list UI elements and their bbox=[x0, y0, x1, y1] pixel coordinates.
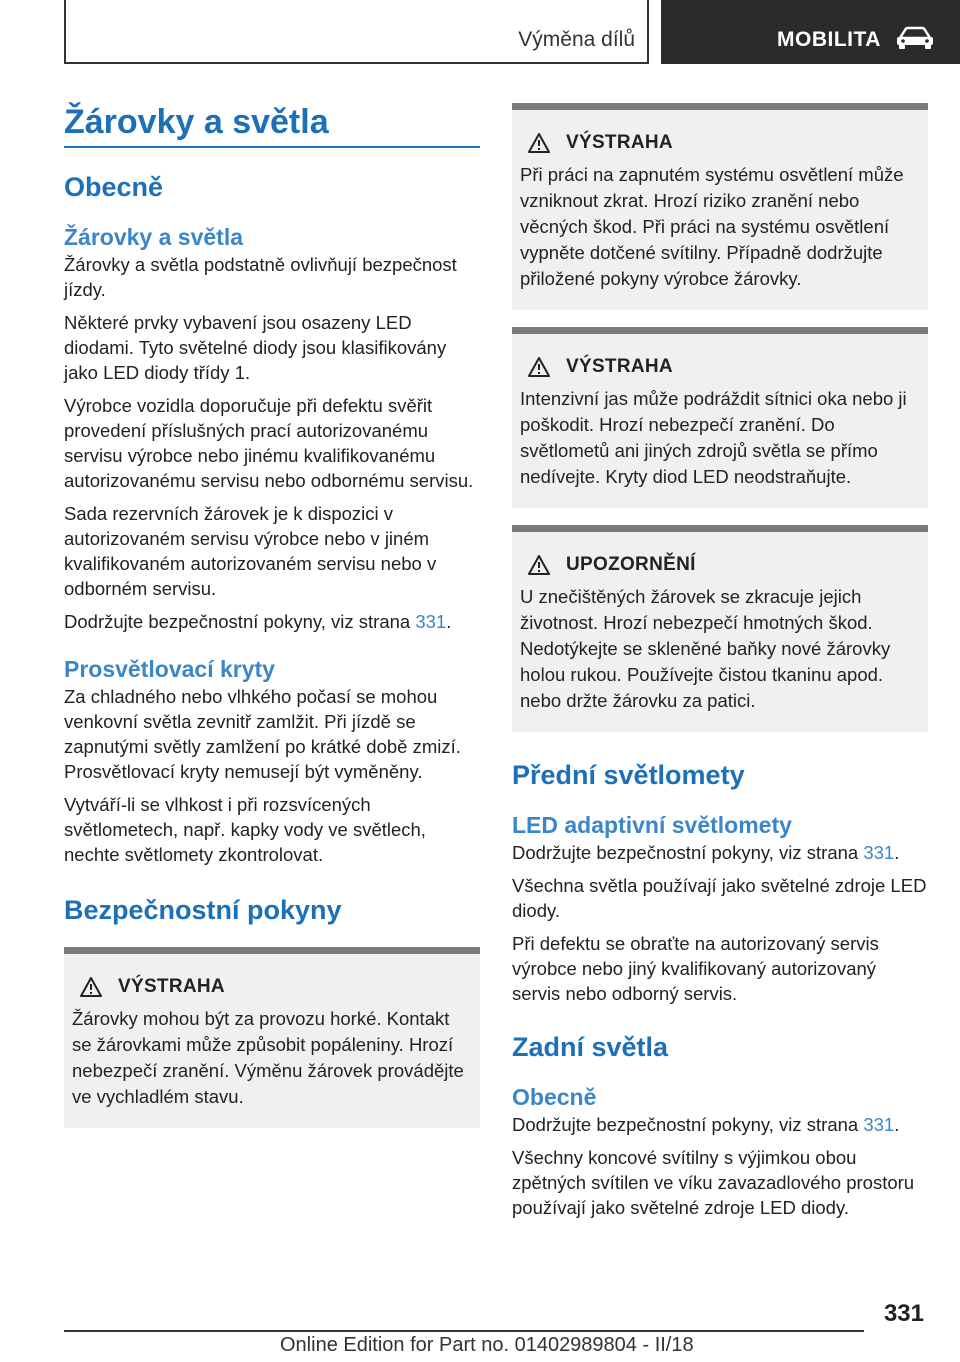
warning-title: VÝSTRAHA bbox=[566, 132, 673, 153]
warning-box bbox=[64, 947, 480, 1128]
paragraph: Žárovky a světla podstatně ovlivňují bezpečnost jízdy. bbox=[64, 254, 457, 300]
paragraph: Za chladného nebo vlhkého počasí se mohou venkovní světla zevnitř zamlžit. Při jízdě se zapnutými světly zamlžení po krátké době zmizí. Prosvětlovací kryty nemusejí být vyměněny. bbox=[64, 686, 461, 782]
paragraph: Při defektu se obraťte na autorizovaný servis výrobce nebo jiný kvalifikovaný autorizovaný servis nebo odborný servis. bbox=[512, 933, 879, 1004]
caution-title: UPOZORNĚNÍ bbox=[566, 554, 696, 575]
heading-covers: Prosvětlovací kryty bbox=[64, 656, 275, 682]
paragraph-safety-ref bbox=[512, 840, 928, 865]
left-column bbox=[64, 100, 480, 1128]
caution-header bbox=[520, 550, 918, 580]
warning-title: VÝSTRAHA bbox=[566, 356, 673, 377]
heading-safety: Bezpečnostní pokyny bbox=[64, 895, 342, 925]
paragraph-text: . bbox=[894, 1114, 900, 1135]
warning-text: Intenzivní jas může podráždit sítnici oka nebo ji poškodit. Hrozí nebezpečí zranění. Do světlometů ani jiných zdrojů světla se přímo nedívejte. Kryty diod LED neodstraňujte. bbox=[520, 388, 907, 487]
heading-general: Obecně bbox=[64, 172, 164, 202]
paragraph: Výrobce vozidla doporučuje při defektu svěřit provedení příslušných prací autorizovanému servisu výrobce nebo jinému kvalifikovanému autorizovanému servisu nebo odbornému servisu. bbox=[64, 395, 474, 491]
car-icon bbox=[895, 26, 935, 50]
warning-triangle-icon bbox=[528, 357, 550, 377]
page-link[interactable]: 331 bbox=[863, 842, 895, 863]
page-link[interactable]: 331 bbox=[415, 611, 447, 632]
paragraph-text: Dodržujte bezpečnostní pokyny, viz strana bbox=[64, 611, 416, 632]
warning-header bbox=[520, 352, 918, 382]
heading-rear-general: Obecně bbox=[512, 1084, 597, 1110]
paragraph: Sada rezervních žárovek je k dispozici v autorizovaném servisu výrobce nebo v jiném kvalifikovaném autorizovaném servisu nebo v odborném servisu. bbox=[64, 503, 437, 599]
warning-text: Žárovky mohou být za provozu horké. Kontakt se žárovkami může způsobit popáleniny. Hrozí nebezpečí zranění. Výměnu žárovek provádějte ve vychladlém stavu. bbox=[72, 1008, 464, 1107]
warning-box bbox=[512, 103, 928, 310]
footer-edition: Online Edition for Part no. 01402989804 - II/18 bbox=[280, 1334, 694, 1356]
warning-box bbox=[512, 327, 928, 508]
paragraph: Všechny koncové svítilny s výjimkou obou zpětných svítilen ve víku zavazadlového prostoru používají jako světelné zdroje LED diody. bbox=[512, 1147, 915, 1218]
warning-triangle-icon bbox=[80, 977, 102, 997]
warning-triangle-icon bbox=[528, 555, 550, 575]
page-number: 331 bbox=[883, 1300, 924, 1327]
paragraph-text: . bbox=[446, 611, 452, 632]
header-section-box bbox=[64, 0, 649, 64]
warning-triangle-icon bbox=[528, 133, 550, 153]
paragraph: Vytváří-li se vlhkost i při rozsvícených světlometech, např. kapky vody ve světlech, nechte světlomety zkontrolovat. bbox=[64, 794, 426, 865]
paragraph-text: Dodržujte bezpečnostní pokyny, viz strana bbox=[512, 842, 864, 863]
header-section-title: Výměna dílů bbox=[518, 28, 635, 51]
footer-divider bbox=[64, 1330, 864, 1332]
heading-bulbs: Žárovky a světla bbox=[64, 224, 244, 250]
page-title: Žárovky a světla bbox=[64, 100, 480, 148]
header-chapter-box bbox=[661, 0, 960, 64]
warning-header bbox=[72, 972, 470, 1002]
right-column bbox=[512, 103, 928, 1220]
warning-text: Při práci na zapnutém systému osvětlení může vzniknout zkrat. Hrozí riziko zranění nebo věcných škod. Při práci na systému osvětlení vypněte dotčené svítilny. Případně dodržujte přiložené pokyny výrobce žárovky. bbox=[520, 164, 904, 289]
heading-rear-lights: Zadní světla bbox=[512, 1032, 669, 1062]
heading-led-headlights: LED adaptivní světlomety bbox=[512, 812, 792, 838]
paragraph-text: Dodržujte bezpečnostní pokyny, viz strana bbox=[512, 1114, 864, 1135]
caution-text: U znečištěných žárovek se zkracuje jejich životnost. Hrozí nebezpečí hmotných škod. Nedotýkejte se skleněné baňky nové žárovky holou rukou. Používejte čistou tkaninu apod. nebo držte žárovku za patici. bbox=[520, 586, 891, 711]
warning-header bbox=[520, 128, 918, 158]
paragraph-safety-ref bbox=[64, 609, 480, 634]
heading-headlights: Přední světlomety bbox=[512, 760, 745, 790]
header-chapter-title: MOBILITA bbox=[777, 28, 881, 51]
paragraph: Všechna světla používají jako světelné zdroje LED diody. bbox=[512, 875, 927, 921]
caution-box bbox=[512, 525, 928, 732]
paragraph-text: . bbox=[894, 842, 900, 863]
paragraph: Některé prvky vybavení jsou osazeny LED diodami. Tyto světelné diody jsou klasifikovány jako LED diody třídy 1. bbox=[64, 312, 447, 383]
page-link[interactable]: 331 bbox=[863, 1114, 895, 1135]
warning-title: VÝSTRAHA bbox=[118, 976, 225, 997]
paragraph-safety-ref bbox=[512, 1112, 928, 1137]
